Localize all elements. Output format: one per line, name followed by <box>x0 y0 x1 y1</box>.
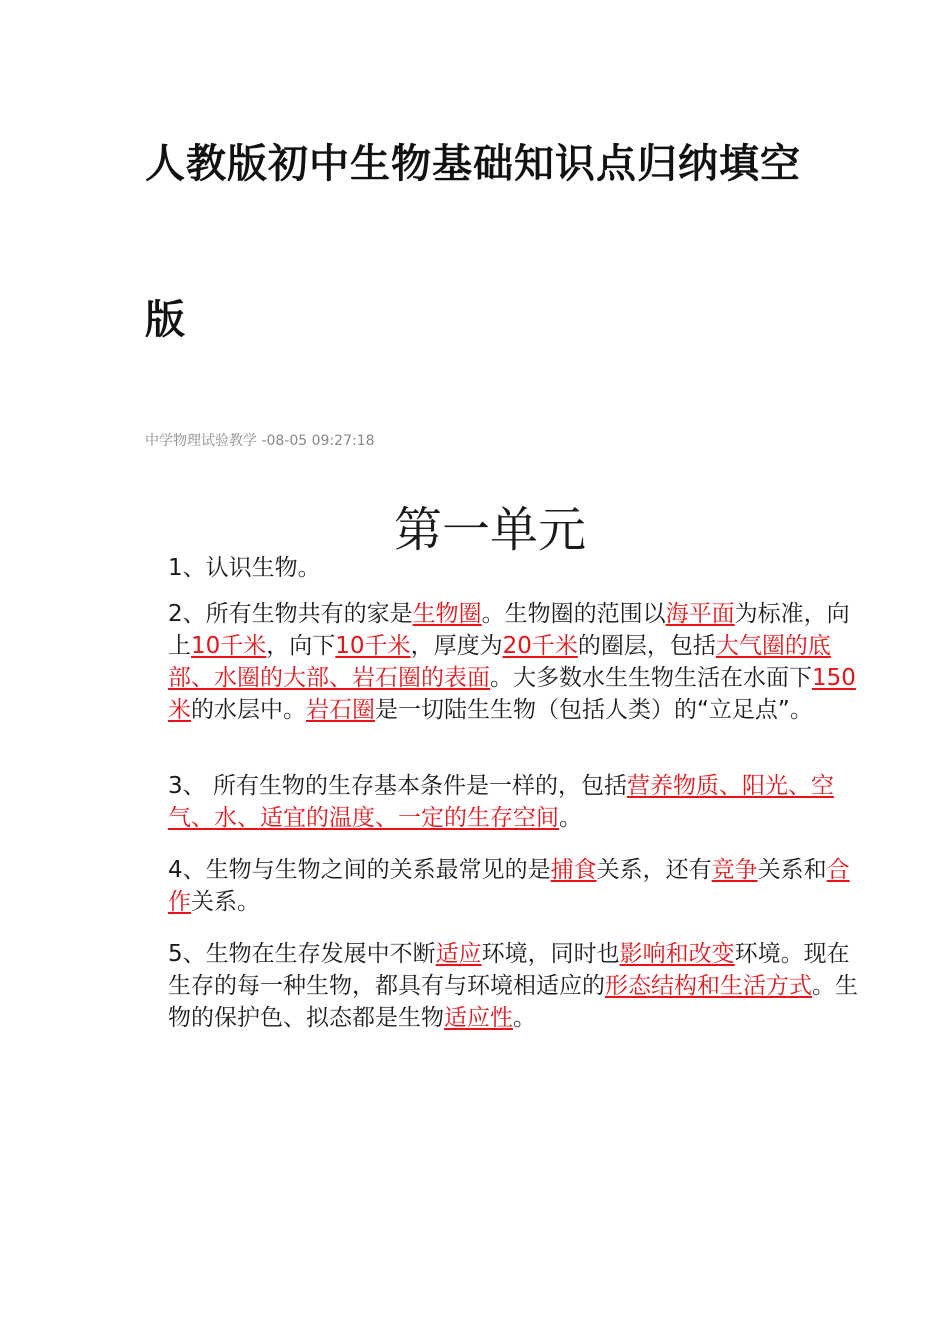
answer-blank: 营养物质、阳光、空气、水、适宜的温度、一定的生存空间 <box>168 773 834 831</box>
answer-blank: 适应 <box>435 941 482 967</box>
knowledge-item-3 <box>168 770 858 834</box>
item-text: 。生物的保护色、拟态都是生物 <box>168 973 858 1031</box>
item-text: 的水层中。 <box>191 697 306 723</box>
item-text: ，厚度为 <box>410 633 503 659</box>
item-text: 。 <box>513 1005 536 1031</box>
item-text: 关系和 <box>757 857 827 883</box>
answer-blank: 岩石圈 <box>306 697 375 723</box>
answer-blank: 捕食 <box>550 857 597 883</box>
item-text: 3、 所有生物的生存基本条件是一样的，包括 <box>168 773 627 799</box>
item-text: 关系，还有 <box>596 857 712 883</box>
answer-blank: 10千米 <box>191 633 267 659</box>
answer-blank: 150米 <box>168 665 856 723</box>
item-text: 是一切陆生生物（包括人类）的“立足点”。 <box>375 697 813 723</box>
item-text: 为标准，向上 <box>168 601 850 659</box>
item-text: 环境，同时也 <box>481 941 620 967</box>
item-text: 。 <box>559 805 582 831</box>
article-title: 人教版初中生物基础知识点归纳填空 <box>145 141 801 187</box>
unit-title: 第一单元 <box>393 502 586 558</box>
knowledge-item-2 <box>168 598 858 726</box>
item-text: 的圈层，包括 <box>577 633 716 659</box>
answer-blank: 影响和改变 <box>619 941 735 967</box>
answer-blank: 合作 <box>168 857 850 915</box>
knowledge-item-1: 1、认识生物。 <box>168 555 321 581</box>
answer-blank: 形态结构和生活方式 <box>605 973 812 999</box>
item-text: ，向下 <box>266 633 336 659</box>
item-text: 关系。 <box>191 889 260 915</box>
knowledge-item-4 <box>168 854 858 918</box>
article-title-continuation: 版 <box>145 297 185 343</box>
content-image <box>150 490 860 1050</box>
item-text: 5、生物在生存发展中不断 <box>168 941 436 967</box>
item-text: 。大多数水生生物生活在水面下 <box>490 665 812 691</box>
item-text: 环境。现在生存的每一种生物，都具有与环境相适应的 <box>168 941 850 999</box>
answer-blank: 海平面 <box>665 601 735 627</box>
item-text: 4、生物与生物之间的关系最常见的是 <box>168 857 551 883</box>
answer-blank: 20千米 <box>502 633 578 659</box>
answer-blank: 生物圈 <box>412 601 482 627</box>
item-text: 2、所有生物共有的家是 <box>168 601 413 627</box>
answer-blank: 大气圈的底部、水圈的大部、岩石圈的表面 <box>168 633 831 691</box>
item-text: 。生物圈的范围以 <box>481 601 666 627</box>
answer-blank: 适应性 <box>444 1005 513 1031</box>
article-meta: 中学物理试验教学 -08-05 09:27:18 <box>145 433 375 449</box>
answer-blank: 竞争 <box>711 857 758 883</box>
answer-blank: 10千米 <box>335 633 411 659</box>
knowledge-item-5 <box>168 938 858 1034</box>
